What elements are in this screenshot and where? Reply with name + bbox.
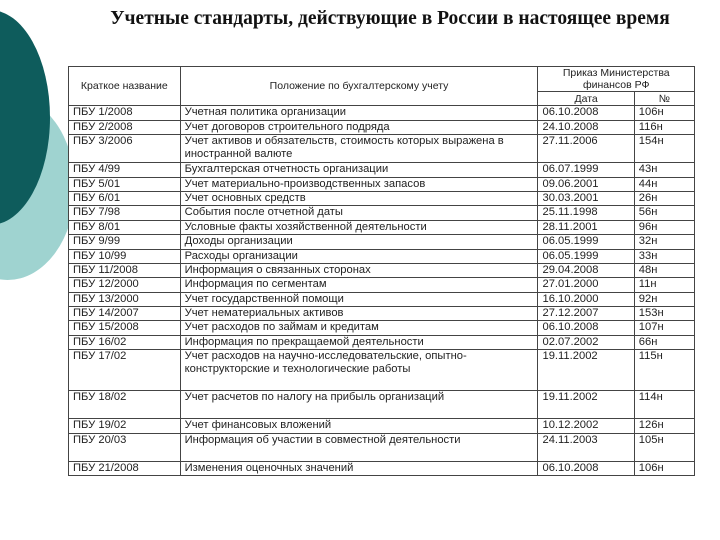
order-date: 28.11.2001	[538, 220, 634, 234]
standard-code: ПБУ 21/2008	[69, 461, 181, 475]
standards-table	[68, 66, 695, 476]
standard-code: ПБУ 10/99	[69, 249, 181, 263]
order-number: 43н	[634, 163, 694, 177]
order-number: 114н	[634, 391, 694, 419]
standard-code: ПБУ 16/02	[69, 335, 181, 349]
table-row	[69, 307, 695, 321]
order-number: 48н	[634, 263, 694, 277]
order-number: 33н	[634, 249, 694, 263]
order-date: 06.10.2008	[538, 461, 634, 475]
order-date: 27.11.2006	[538, 135, 634, 163]
table-row	[69, 206, 695, 220]
standard-name: Условные факты хозяйственной деятельности	[180, 220, 538, 234]
order-number: 154н	[634, 135, 694, 163]
standard-name: Учет расчетов по налогу на прибыль организаций	[180, 391, 538, 419]
standard-name: Изменения оценочных значений	[180, 461, 538, 475]
standard-name: Учет расходов на научно-исследовательские, опытно-конструкторские и технологические работы	[180, 350, 538, 391]
order-number: 44н	[634, 177, 694, 191]
table-row	[69, 350, 695, 391]
table-row	[69, 220, 695, 234]
order-date: 06.05.1999	[538, 249, 634, 263]
order-number: 153н	[634, 307, 694, 321]
table-row	[69, 135, 695, 163]
standard-name: Учетная политика организации	[180, 106, 538, 120]
order-date: 06.07.1999	[538, 163, 634, 177]
table-row	[69, 461, 695, 475]
standard-name: Бухгалтерская отчетность организации	[180, 163, 538, 177]
standard-code: ПБУ 19/02	[69, 419, 181, 433]
order-date: 02.07.2002	[538, 335, 634, 349]
standard-name: Информация по прекращаемой деятельности	[180, 335, 538, 349]
table-row	[69, 163, 695, 177]
standard-code: ПБУ 7/98	[69, 206, 181, 220]
order-number: 32н	[634, 235, 694, 249]
standard-code: ПБУ 12/2000	[69, 278, 181, 292]
standard-code: ПБУ 5/01	[69, 177, 181, 191]
table-row	[69, 106, 695, 120]
order-date: 19.11.2002	[538, 350, 634, 391]
header-regulation: Положение по бухгалтерскому учету	[180, 67, 538, 106]
standard-name: Учет расходов по займам и кредитам	[180, 321, 538, 335]
header-date: Дата	[538, 92, 634, 106]
order-date: 25.11.1998	[538, 206, 634, 220]
standard-name: Учет государственной помощи	[180, 292, 538, 306]
order-date: 29.04.2008	[538, 263, 634, 277]
standard-name: Учет финансовых вложений	[180, 419, 538, 433]
page-title: Учетные стандарты, действующие в России в настоящее время	[110, 8, 670, 29]
standard-code: ПБУ 8/01	[69, 220, 181, 234]
standards-table-container	[68, 66, 695, 536]
order-date: 16.10.2000	[538, 292, 634, 306]
standard-name: Учет активов и обязательств, стоимость которых выражена в иностранной валюте	[180, 135, 538, 163]
table-row	[69, 191, 695, 205]
standard-name: Учет основных средств	[180, 191, 538, 205]
table-row	[69, 419, 695, 433]
table-row	[69, 249, 695, 263]
table-row	[69, 335, 695, 349]
order-number: 96н	[634, 220, 694, 234]
standard-code: ПБУ 11/2008	[69, 263, 181, 277]
standard-code: ПБУ 14/2007	[69, 307, 181, 321]
standard-name: Учет нематериальных активов	[180, 307, 538, 321]
standard-name: События после отчетной даты	[180, 206, 538, 220]
header-number: №	[634, 92, 694, 106]
standard-name: Учет материально-производственных запасов	[180, 177, 538, 191]
standard-code: ПБУ 4/99	[69, 163, 181, 177]
order-date: 30.03.2001	[538, 191, 634, 205]
table-header-row	[69, 67, 695, 92]
table-row	[69, 177, 695, 191]
header-order: Приказ Министерства финансов РФ	[538, 67, 695, 92]
standard-name: Информация по сегментам	[180, 278, 538, 292]
order-date: 24.11.2003	[538, 433, 634, 461]
standard-name: Расходы организации	[180, 249, 538, 263]
table-row	[69, 391, 695, 419]
order-number: 11н	[634, 278, 694, 292]
order-number: 92н	[634, 292, 694, 306]
standard-code: ПБУ 1/2008	[69, 106, 181, 120]
order-date: 06.05.1999	[538, 235, 634, 249]
header-short-name: Краткое название	[69, 67, 181, 106]
order-number: 106н	[634, 106, 694, 120]
order-date: 27.01.2000	[538, 278, 634, 292]
standard-code: ПБУ 3/2006	[69, 135, 181, 163]
standard-code: ПБУ 9/99	[69, 235, 181, 249]
order-number: 106н	[634, 461, 694, 475]
order-date: 09.06.2001	[538, 177, 634, 191]
standard-code: ПБУ 17/02	[69, 350, 181, 391]
standard-name: Информация об участии в совместной деятельности	[180, 433, 538, 461]
table-row	[69, 120, 695, 134]
order-date: 10.12.2002	[538, 419, 634, 433]
order-number: 107н	[634, 321, 694, 335]
table-row	[69, 235, 695, 249]
order-number: 66н	[634, 335, 694, 349]
order-date: 06.10.2008	[538, 321, 634, 335]
standard-code: ПБУ 13/2000	[69, 292, 181, 306]
order-date: 19.11.2002	[538, 391, 634, 419]
standard-code: ПБУ 15/2008	[69, 321, 181, 335]
order-number: 126н	[634, 419, 694, 433]
table-row	[69, 278, 695, 292]
order-number: 105н	[634, 433, 694, 461]
order-date: 27.12.2007	[538, 307, 634, 321]
standard-name: Доходы организации	[180, 235, 538, 249]
table-row	[69, 433, 695, 461]
standard-code: ПБУ 2/2008	[69, 120, 181, 134]
standard-code: ПБУ 20/03	[69, 433, 181, 461]
order-number: 116н	[634, 120, 694, 134]
order-date: 06.10.2008	[538, 106, 634, 120]
table-row	[69, 292, 695, 306]
order-number: 56н	[634, 206, 694, 220]
order-date: 24.10.2008	[538, 120, 634, 134]
order-number: 26н	[634, 191, 694, 205]
table-row	[69, 263, 695, 277]
standard-name: Информация о связанных сторонах	[180, 263, 538, 277]
standard-code: ПБУ 6/01	[69, 191, 181, 205]
table-row	[69, 321, 695, 335]
standard-code: ПБУ 18/02	[69, 391, 181, 419]
standard-name: Учет договоров строительного подряда	[180, 120, 538, 134]
order-number: 115н	[634, 350, 694, 391]
